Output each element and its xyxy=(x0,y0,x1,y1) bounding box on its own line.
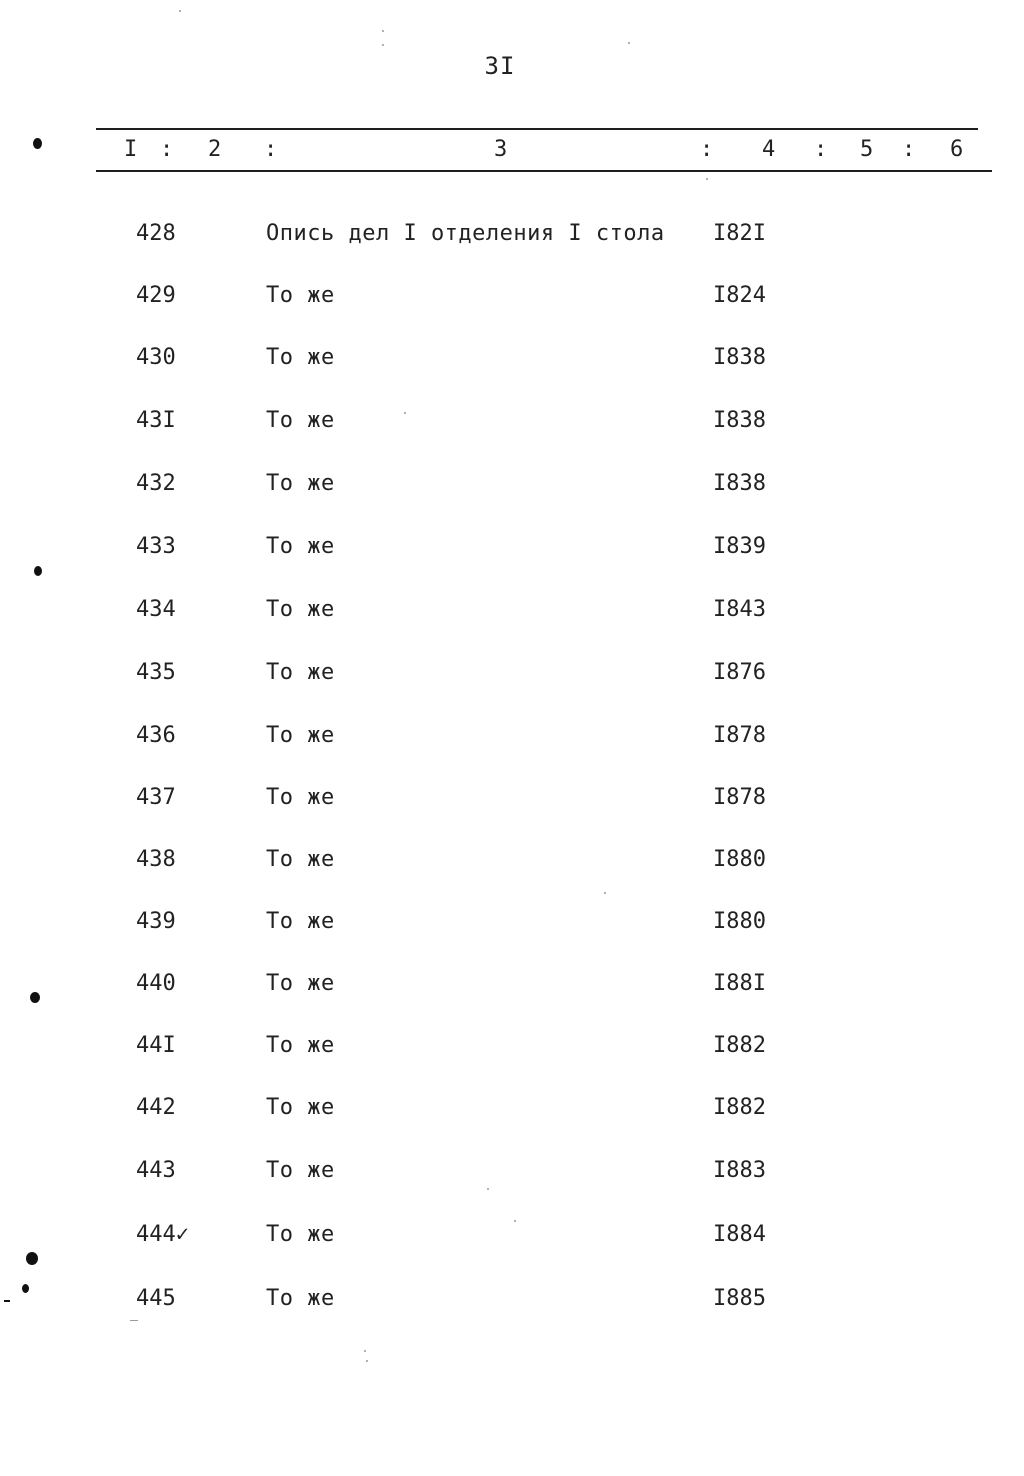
binder-hole-mark xyxy=(22,1284,29,1293)
table-row xyxy=(0,218,1024,258)
case-title: То же xyxy=(266,1033,335,1058)
case-year: I876 xyxy=(713,660,766,685)
case-year: I838 xyxy=(713,471,766,496)
case-title: То же xyxy=(266,597,335,622)
column-separator: : xyxy=(700,137,714,162)
case-title: То же xyxy=(266,1158,335,1183)
scan-speck xyxy=(130,1320,138,1321)
scan-speck xyxy=(514,1220,516,1222)
binder-hole-mark xyxy=(30,992,40,1003)
case-year: I843 xyxy=(713,597,766,622)
case-number: 439 xyxy=(136,909,176,934)
case-year: I838 xyxy=(713,408,766,433)
case-number: 437 xyxy=(136,785,176,810)
case-number: 445 xyxy=(136,1286,176,1311)
case-title: То же xyxy=(266,909,335,934)
case-year: I880 xyxy=(713,909,766,934)
case-number: 436 xyxy=(136,723,176,748)
case-number: 442 xyxy=(136,1095,176,1120)
header-top-rule xyxy=(96,128,978,130)
table-row xyxy=(0,280,1024,320)
case-number: 432 xyxy=(136,471,176,496)
case-year: I882 xyxy=(713,1033,766,1058)
column-separator: : xyxy=(160,137,174,162)
table-row xyxy=(0,1219,1024,1259)
case-number: 434 xyxy=(136,597,176,622)
case-title: То же xyxy=(266,408,335,433)
table-row xyxy=(0,1283,1024,1323)
scan-mark xyxy=(4,1300,10,1302)
binder-hole-mark xyxy=(26,1252,38,1265)
binder-hole-mark xyxy=(34,566,42,576)
case-year: I884 xyxy=(713,1222,766,1247)
case-year: I82I xyxy=(713,221,766,246)
case-title: То же xyxy=(266,345,335,370)
table-row xyxy=(0,594,1024,634)
case-number: 443 xyxy=(136,1158,176,1183)
column-header-2: 2 xyxy=(208,137,222,162)
case-title: То же xyxy=(266,471,335,496)
case-year: I839 xyxy=(713,534,766,559)
scan-speck xyxy=(179,10,181,12)
scan-speck xyxy=(382,44,384,46)
scan-speck xyxy=(404,412,406,414)
column-separator: : xyxy=(264,137,278,162)
header-bottom-rule xyxy=(96,170,992,172)
table-row xyxy=(0,468,1024,508)
case-number: 435 xyxy=(136,660,176,685)
binder-hole-mark xyxy=(33,138,42,149)
page-number: 3I xyxy=(484,52,516,80)
case-number: 440 xyxy=(136,971,176,996)
table-row xyxy=(0,1092,1024,1132)
case-year: I824 xyxy=(713,283,766,308)
case-title: То же xyxy=(266,1095,335,1120)
column-separator: : xyxy=(902,137,916,162)
table-row xyxy=(0,782,1024,822)
scan-speck xyxy=(364,1350,366,1352)
table-row xyxy=(0,1030,1024,1070)
scan-speck xyxy=(382,30,384,32)
table-row xyxy=(0,1155,1024,1195)
case-number: 444✓ xyxy=(136,1222,189,1247)
case-year: I882 xyxy=(713,1095,766,1120)
case-title: То же xyxy=(266,723,335,748)
table-row xyxy=(0,720,1024,760)
case-title: То же xyxy=(266,660,335,685)
scan-speck xyxy=(366,1360,368,1362)
case-year: I88I xyxy=(713,971,766,996)
case-title: То же xyxy=(266,785,335,810)
case-title: То же xyxy=(266,283,335,308)
case-year: I885 xyxy=(713,1286,766,1311)
column-header-6: 6 xyxy=(950,137,964,162)
scan-speck xyxy=(706,178,708,180)
case-title: То же xyxy=(266,534,335,559)
scan-speck xyxy=(604,892,606,894)
case-year: I838 xyxy=(713,345,766,370)
case-year: I883 xyxy=(713,1158,766,1183)
case-title: Опись дел I отделения I стола xyxy=(266,221,665,246)
table-row xyxy=(0,531,1024,571)
case-number: 438 xyxy=(136,847,176,872)
case-number: 44I xyxy=(136,1033,176,1058)
table-row xyxy=(0,342,1024,382)
case-year: I878 xyxy=(713,723,766,748)
case-year: I878 xyxy=(713,785,766,810)
case-number: 43I xyxy=(136,408,176,433)
case-number: 429 xyxy=(136,283,176,308)
case-title: То же xyxy=(266,1222,335,1247)
case-number: 430 xyxy=(136,345,176,370)
column-header-1: I xyxy=(124,137,138,162)
scan-speck xyxy=(628,42,630,44)
column-header-4: 4 xyxy=(762,137,776,162)
case-title: То же xyxy=(266,1286,335,1311)
case-title: То же xyxy=(266,847,335,872)
table-row xyxy=(0,968,1024,1008)
column-separator: : xyxy=(814,137,828,162)
table-row xyxy=(0,657,1024,697)
case-number: 433 xyxy=(136,534,176,559)
table-row xyxy=(0,844,1024,884)
table-row xyxy=(0,906,1024,946)
case-title: То же xyxy=(266,971,335,996)
table-row xyxy=(0,405,1024,445)
case-year: I880 xyxy=(713,847,766,872)
scan-speck xyxy=(487,1188,489,1190)
column-header-5: 5 xyxy=(860,137,874,162)
case-number: 428 xyxy=(136,221,176,246)
column-header-3: 3 xyxy=(494,137,508,162)
